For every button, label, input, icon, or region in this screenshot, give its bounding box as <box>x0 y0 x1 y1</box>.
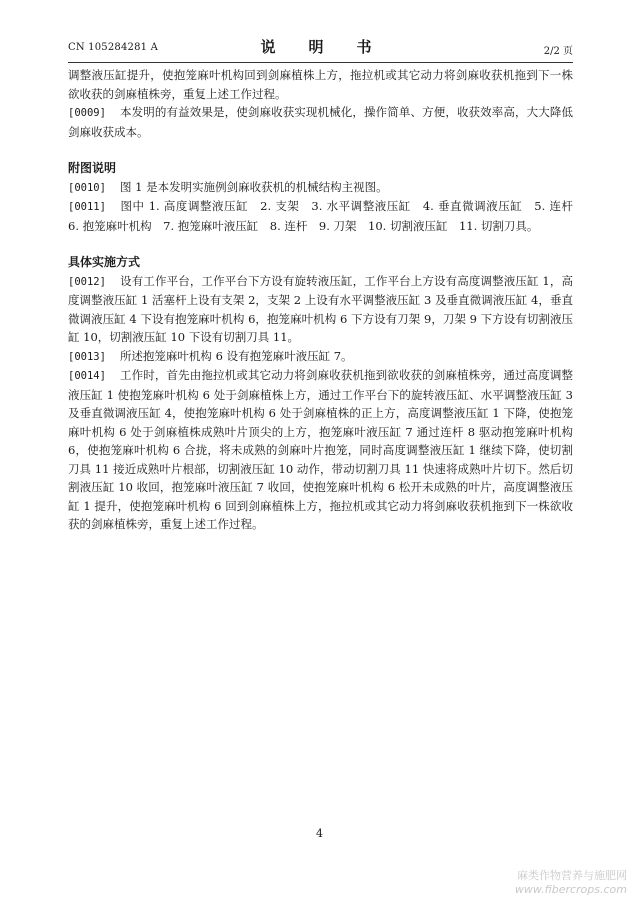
section-heading-embodiment: 具体实施方式 <box>68 255 141 269</box>
paragraph-tag: [0011] <box>68 201 106 213</box>
paragraph-text: 图中 1. 高度调整液压缸 2. 支架 3. 水平调整液压缸 4. 垂直微调液压缸 5. 连杆 6. 抱笼麻叶机构 7. 抱笼麻叶液压缸 8. 连杆 9. 刀架 10. 切割液压缸 11. 切割刀具。 <box>68 199 585 233</box>
section-heading-figures: 附图说明 <box>68 161 117 175</box>
paragraph-0013 <box>68 347 573 367</box>
page-indicator: 2/2 页 <box>543 46 573 57</box>
paragraph-text: 图 1 是本发明实施例剑麻收获机的机械结构主视图。 <box>119 179 388 194</box>
paragraph-tag: [0012] <box>68 275 106 288</box>
document-body <box>68 66 585 534</box>
paragraph-0012 <box>68 272 573 347</box>
paragraph-text: 设有工作平台，工作平台下方设有旋转液压缸，工作平台上方设有高度调整液压缸 1，高度调整液压缸 1 活塞杆上设有支架 2，支架 2 上设有水平调整液压缸 3 及垂直微调液压缸 4，垂直微调液压缸 4 下设有抱笼麻叶机构 6，抱笼麻叶机构 6 下方设有刀架 9，刀架 9 下方设有切割液压缸 10，切割液压缸 10 下设有切割刀具 11。 <box>68 273 573 344</box>
paragraph-text: 所述抱笼麻叶机构 6 设有抱笼麻叶液压缸 7。 <box>119 348 353 363</box>
watermark-text: 麻类作物营养与施肥网 <box>517 869 627 882</box>
watermark-url: www.fibercrops.com <box>514 883 627 896</box>
paragraph-tag: [0013] <box>68 350 106 363</box>
paragraph-tag: [0010] <box>68 181 106 194</box>
paragraph-text: 工作时，首先由拖拉机或其它动力将剑麻收获机拖到欲收获的剑麻植株旁，通过高度调整液压缸 1 使抱笼麻叶机构 6 处于剑麻植株上方，通过工作平台下的旋转液压缸、水平调整液压缸 3 及垂直微调液压缸 4，使抱笼麻叶机构 6 处于剑麻植株的正上方，高度调整液压缸 1 下降，使抱笼麻叶机构 6 处于剑麻植株成熟叶片顶尖的上方，抱笼麻叶液压缸 7 通过连杆 8 驱动抱笼麻叶机构 6，使抱笼麻叶机构 6 合拢，将未成熟的剑麻叶片抱笼，同时高度调整液压缸 1 继续下降，使切割刀具 11 接近成熟叶片根部，切割液压缸 10 动作，带动切割刀具 11 快速将成熟叶片切下。然后切割液压缸 10 收回，抱笼麻叶液压缸 7 收回，使抱笼麻叶机构 6 松开未成熟的叶片，高度调整液压缸 1 提升，使抱笼麻叶机构 6 回到剑麻植株上方，拖拉机或其它动力将剑麻收获机拖到下一株欲收获的剑麻植株旁，重复上述工作过程。 <box>68 368 573 531</box>
paragraph-0009 <box>68 103 573 141</box>
paragraph-text: 本发明的有益效果是，使剑麻收获实现机械化，操作简单、方便，收获效率高，大大降低剑麻收获成本。 <box>68 105 573 139</box>
paragraph-tag: [0009] <box>68 107 106 119</box>
page-number: 4 <box>316 827 323 840</box>
page-header <box>68 36 573 58</box>
intro-continuation: 调整液压缸提升，使抱笼麻叶机构回到剑麻植株上方，拖拉机或其它动力将剑麻收获机拖到下一株欲收获的剑麻植株旁，重复上述工作过程。 <box>68 68 573 101</box>
paragraph-0014 <box>68 366 573 534</box>
header-divider <box>68 62 573 63</box>
patent-number: CN 105284281 A <box>68 42 159 53</box>
paragraph-0010 <box>68 178 573 198</box>
document-title: 说 明 书 <box>260 38 381 56</box>
paragraph-0011 <box>68 197 585 235</box>
paragraph-tag: [0014] <box>68 370 106 382</box>
watermark <box>515 869 627 897</box>
